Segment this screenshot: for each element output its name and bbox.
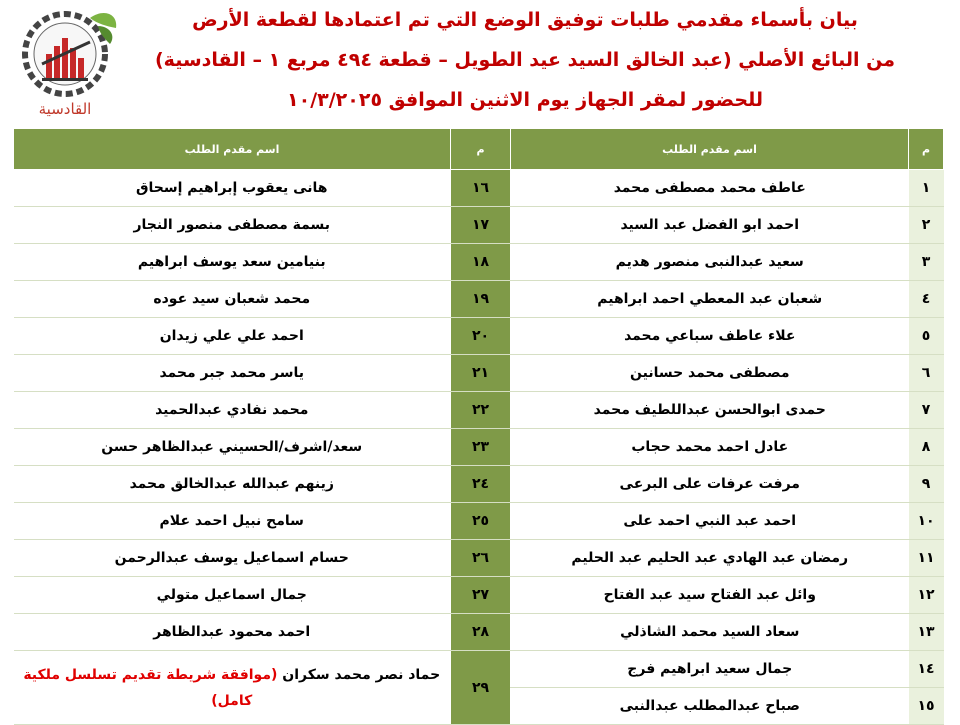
applicant-name: سامح نبيل احمد علام: [14, 503, 451, 540]
row-number: ١٤: [909, 651, 944, 688]
row-number: ٩: [909, 466, 944, 503]
applicant-name: عاطف محمد مصطفى محمد: [511, 170, 909, 207]
applicant-name: احمد عبد النبي احمد على: [511, 503, 909, 540]
applicant-name: بنيامين سعد يوسف ابراهيم: [14, 244, 451, 281]
table-row: [14, 170, 944, 207]
applicant-name: عادل احمد محمد حجاب: [511, 429, 909, 466]
table-row: [14, 540, 944, 577]
table-row: [14, 244, 944, 281]
row-number: ٢٠: [451, 318, 511, 355]
title-line-2: من البائع الأصلي (عبد الخالق السيد عيد الطويل – قطعة ٤٩٤ مربع ١ – القادسية): [154, 49, 895, 71]
row-number: ٢٩: [451, 651, 511, 725]
row-number: ١: [909, 170, 944, 207]
table-row: [14, 429, 944, 466]
table-row: [14, 503, 944, 540]
row-number: ٢٧: [451, 577, 511, 614]
table-row: [14, 281, 944, 318]
applicant-name: محمد نفادي عبدالحميد: [14, 392, 451, 429]
header-num-left: م: [451, 129, 511, 170]
header-name-left: اسم مقدم الطلب: [14, 129, 451, 170]
applicant-name: سعيد عبدالنبى منصور هديم: [511, 244, 909, 281]
applicant-name: وائل عبد الفتاح سيد عبد الفتاح: [511, 577, 909, 614]
table-row: [14, 355, 944, 392]
row-number: ٢٣: [451, 429, 511, 466]
row-number: ١٥: [909, 688, 944, 725]
applicant-name: سعد/اشرف/الحسيني عبدالظاهر حسن: [14, 429, 451, 466]
applicant-name: شعبان عبد المعطي احمد ابراهيم: [511, 281, 909, 318]
applicant-name: محمد شعبان سيد عوده: [14, 281, 451, 318]
row-number: ٢٤: [451, 466, 511, 503]
row-number: ٢١: [451, 355, 511, 392]
table-row: [14, 207, 944, 244]
applicant-name: احمد محمود عبدالظاهر: [14, 614, 451, 651]
applicant-name: زينهم عبدالله عبدالخالق محمد: [14, 466, 451, 503]
row-number: ٢٥: [451, 503, 511, 540]
logo-caption: القادسية: [38, 100, 92, 118]
table-row: [14, 466, 944, 503]
applicant-name: حسام اسماعيل يوسف عبدالرحمن: [14, 540, 451, 577]
applicant-name: حمدى ابوالحسن عبداللطيف محمد: [511, 392, 909, 429]
applicant-name: جمال سعيد ابراهيم فرج: [511, 651, 909, 688]
applicant-name: صباح عبدالمطلب عبدالنبى: [511, 688, 909, 725]
row-number: ١٣: [909, 614, 944, 651]
applicants-table: [13, 128, 944, 725]
row-number: ٨: [909, 429, 944, 466]
table-header-row: [14, 129, 944, 170]
row-number: ١٠: [909, 503, 944, 540]
row-number: ٣: [909, 244, 944, 281]
applicant-name: احمد ابو الفضل عبد السيد: [511, 207, 909, 244]
applicant-name: ياسر محمد جبر محمد: [14, 355, 451, 392]
applicant-name-with-condition: [14, 651, 451, 725]
table-row: [14, 318, 944, 355]
applicant-name: علاء عاطف سباعي محمد: [511, 318, 909, 355]
header-name-right: اسم مقدم الطلب: [511, 129, 909, 170]
row-number: ٤: [909, 281, 944, 318]
city-emblem-icon: [6, 4, 124, 104]
row-number: ١٩: [451, 281, 511, 318]
authority-logo: [6, 4, 124, 122]
row-number: ٢: [909, 207, 944, 244]
applicant-name: حماد نصر محمد سكران: [282, 666, 441, 683]
row-number: ١٦: [451, 170, 511, 207]
row-number: ٥: [909, 318, 944, 355]
row-number: ٢٨: [451, 614, 511, 651]
applicant-name: جمال اسماعيل متولي: [14, 577, 451, 614]
title-line-3: للحضور لمقر الجهاز يوم الاثنين الموافق ١٠/٣/٢٠٢٥: [287, 89, 763, 111]
table-row: [14, 392, 944, 429]
row-number: ٢٦: [451, 540, 511, 577]
row-number: ٢٢: [451, 392, 511, 429]
approval-condition-note: (موافقة شريطة تقديم تسلسل ملكية كامل): [23, 666, 278, 709]
applicant-name: مرفت عرفات على البرعى: [511, 466, 909, 503]
row-number: ١٢: [909, 577, 944, 614]
applicant-name: رمضان عبد الهادي عبد الحليم عبد الحليم: [511, 540, 909, 577]
table-row: [14, 577, 944, 614]
row-number: ١١: [909, 540, 944, 577]
row-number: ٧: [909, 392, 944, 429]
table-row: [14, 614, 944, 651]
title-line-1: بيان بأسماء مقدمي طلبات توفيق الوضع التي تم اعتمادها لقطعة الأرض: [192, 9, 858, 31]
applicant-name: احمد علي علي زيدان: [14, 318, 451, 355]
header-num-right: م: [909, 129, 944, 170]
applicant-name: سعاد السيد محمد الشاذلي: [511, 614, 909, 651]
table-row: [14, 651, 944, 688]
row-number: ١٧: [451, 207, 511, 244]
applicant-name: هانى يعقوب إبراهيم إسحاق: [14, 170, 451, 207]
applicant-name: مصطفى محمد حسانين: [511, 355, 909, 392]
row-number: ٦: [909, 355, 944, 392]
applicant-name: بسمة مصطفى منصور النجار: [14, 207, 451, 244]
row-number: ١٨: [451, 244, 511, 281]
